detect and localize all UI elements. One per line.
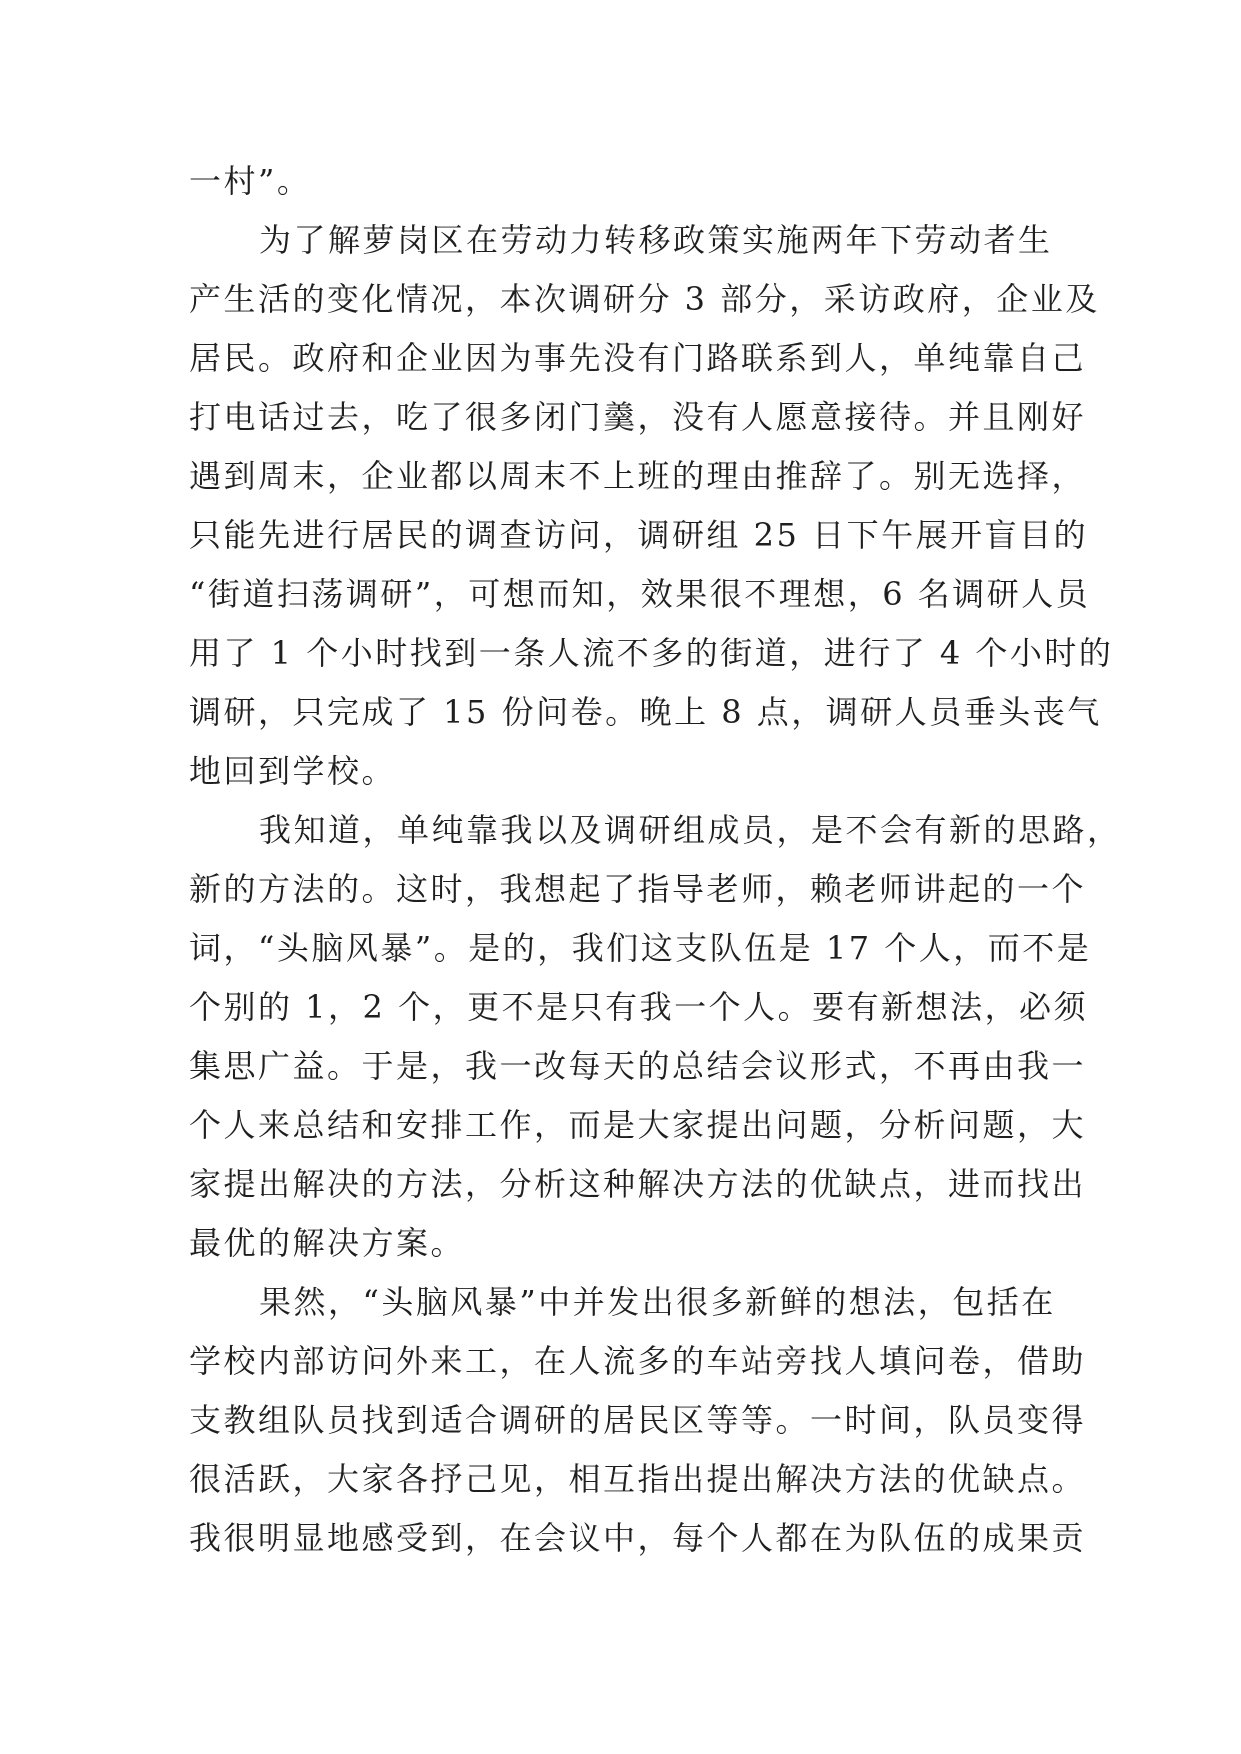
text-line: 个人来总结和安排工作，而是大家提出问题，分析问题，大 (189, 1106, 1087, 1144)
text-line: 用了 1 个小时找到一条人流不多的街道，进行了 4 个小时的 (189, 634, 1114, 672)
text-line: 打电话过去，吃了很多闭门羹，没有人愿意接待。并且刚好 (189, 398, 1087, 436)
text-line: 集思广益。于是，我一改每天的总结会议形式，不再由我一 (189, 1047, 1087, 1085)
text-line: 调研，只完成了 15 份问卷。晚上 8 点，调研人员垂头丧气 (189, 693, 1102, 731)
document-body (189, 152, 1122, 1568)
text-line: 支教组队员找到适合调研的居民区等等。一时间，队员变得 (189, 1401, 1087, 1439)
text-line: 学校内部访问外来工，在人流多的车站旁找人填问卷，借助 (189, 1342, 1087, 1380)
paragraph-first-line: 果然，“头脑风暴”中并发出很多新鲜的想法，包括在 (259, 1283, 1056, 1321)
text-line: 我很明显地感受到，在会议中，每个人都在为队伍的成果贡 (189, 1519, 1087, 1557)
text-line: “街道扫荡调研”，可想而知，效果很不理想，6 名调研人员 (189, 575, 1091, 613)
text-line: 产生活的变化情况，本次调研分 3 部分，采访政府，企业及 (189, 280, 1100, 318)
text-line: 地回到学校。 (189, 752, 397, 790)
text-line: 一村”。 (189, 162, 312, 200)
text-line: 个别的 1，2 个，更不是只有我一个人。要有新想法，必须 (189, 988, 1089, 1026)
text-line: 居民。政府和企业因为事先没有门路联系到人，单纯靠自己 (189, 339, 1087, 377)
text-line: 最优的解决方案。 (189, 1224, 466, 1262)
text-line: 只能先进行居民的调查访问，调研组 25 日下午展开盲目的 (189, 516, 1089, 554)
text-line: 很活跃，大家各抒己见，相互指出提出解决方法的优缺点。 (189, 1460, 1087, 1498)
text-line: 词，“头脑风暴”。是的，我们这支队伍是 17 个人，而不是 (189, 929, 1092, 967)
paragraph-first-line: 我知道，单纯靠我以及调研组成员，是不会有新的思路， (259, 811, 1122, 849)
text-line: 家提出解决的方法，分析这种解决方法的优缺点，进而找出 (189, 1165, 1087, 1203)
text-line: 新的方法的。这时，我想起了指导老师，赖老师讲起的一个 (189, 870, 1087, 908)
paragraph-first-line: 为了解萝岗区在劳动力转移政策实施两年下劳动者生 (259, 221, 1053, 259)
text-line: 遇到周末，企业都以周末不上班的理由推辞了。别无选择， (189, 457, 1087, 495)
